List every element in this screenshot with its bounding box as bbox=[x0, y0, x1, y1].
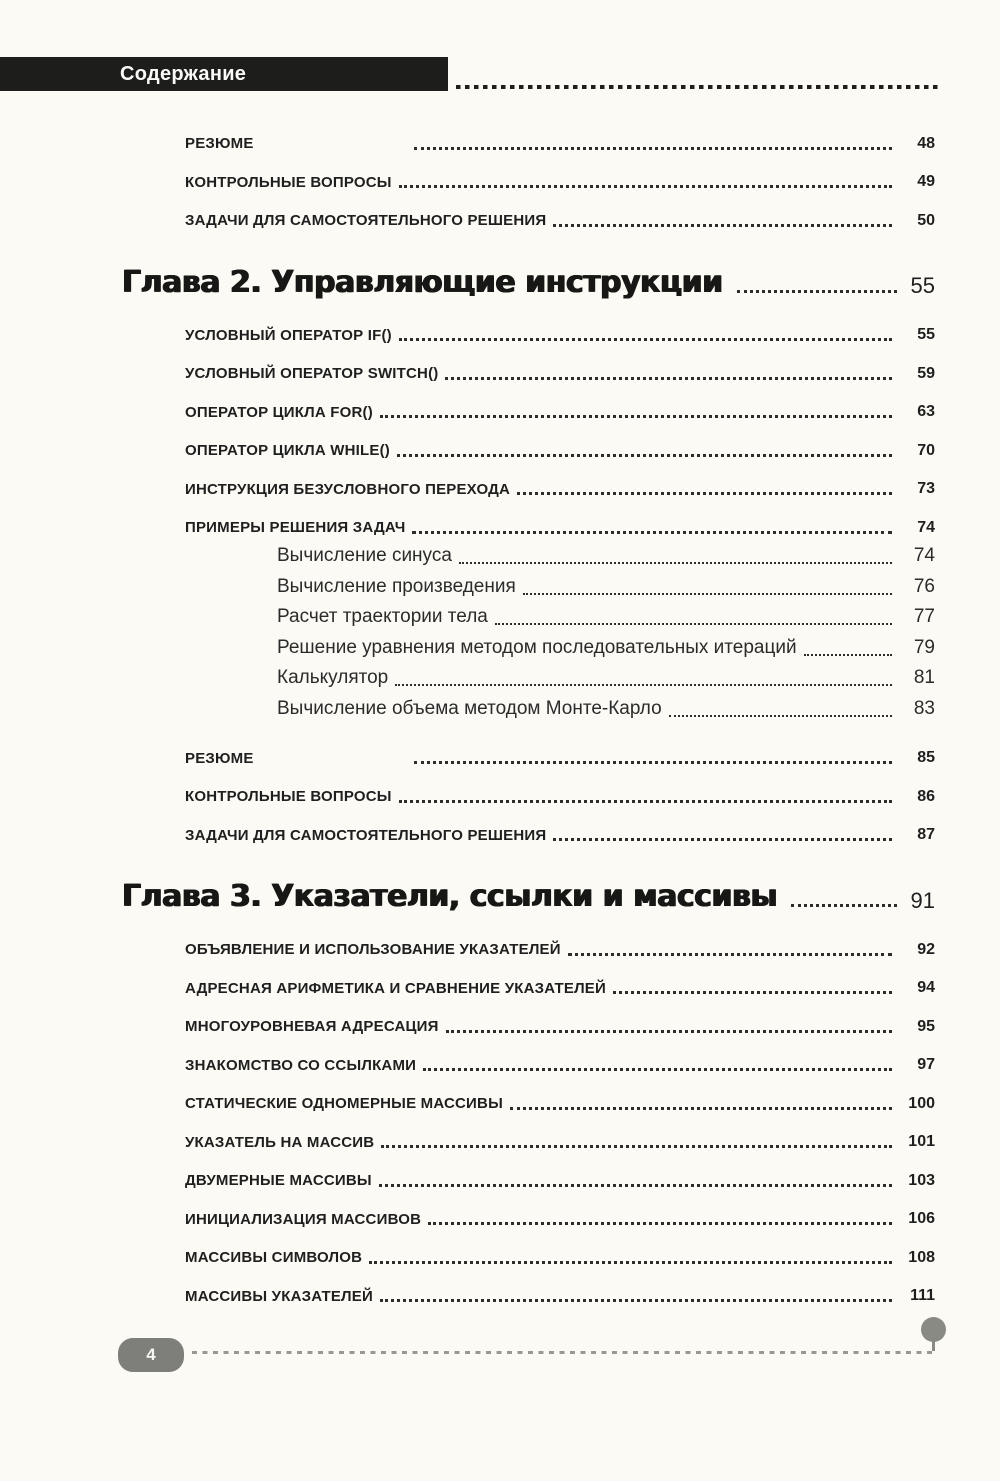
dotted-leader bbox=[446, 1030, 892, 1033]
dotted-leader bbox=[459, 562, 892, 564]
dotted-leader bbox=[791, 904, 897, 907]
toc-entry bbox=[185, 191, 935, 230]
page-header-bar bbox=[0, 57, 448, 91]
toc-entry bbox=[277, 628, 935, 659]
toc-entry-page-number: 103 bbox=[908, 1171, 935, 1189]
toc-entry-page-number: 106 bbox=[908, 1210, 935, 1228]
toc-entry-page-number: 77 bbox=[913, 606, 935, 628]
toc-entry bbox=[185, 1228, 935, 1267]
toc-chapter-title: Глава 3. Указатели, ссылки и массивы bbox=[122, 879, 778, 914]
dotted-leader bbox=[445, 377, 892, 380]
toc-entry-label: РЕЗЮМЕ bbox=[185, 135, 254, 152]
toc-entry bbox=[185, 997, 935, 1036]
toc-entry-label: ОПЕРАТОР ЦИКЛА FOR() bbox=[185, 403, 373, 421]
toc-entry-page-number: 83 bbox=[913, 697, 935, 719]
toc-entry bbox=[185, 421, 935, 460]
toc-entry-page-number: 85 bbox=[917, 749, 935, 767]
toc-entry bbox=[185, 1190, 935, 1229]
dotted-leader bbox=[553, 224, 892, 227]
dotted-leader bbox=[423, 1068, 892, 1071]
dotted-leader bbox=[397, 454, 892, 457]
dotted-leader bbox=[804, 654, 892, 656]
toc-chapter-page-number: 55 bbox=[910, 273, 935, 299]
toc-entry-page-number: 81 bbox=[913, 667, 935, 689]
toc-entry-page-number: 50 bbox=[917, 211, 935, 229]
toc-entry bbox=[185, 498, 935, 537]
dotted-leader bbox=[737, 290, 897, 293]
toc-list bbox=[0, 100, 1000, 1305]
toc-entry-page-number: 108 bbox=[908, 1248, 935, 1266]
toc-entry-label: ИНСТРУКЦИЯ БЕЗУСЛОВНОГО ПЕРЕХОДА bbox=[185, 480, 511, 498]
toc-entry bbox=[277, 537, 935, 568]
toc-entry bbox=[185, 344, 935, 383]
toc-entry-label: ЗАДАЧИ ДЛЯ САМОСТОЯТЕЛЬНОГО РЕШЕНИЯ bbox=[185, 212, 547, 229]
page-number-badge bbox=[118, 1338, 184, 1372]
toc-entry-label: Решение уравнения методом последовательных итераций bbox=[277, 636, 797, 658]
toc-entry-label: РЕЗЮМЕ bbox=[185, 749, 254, 767]
toc-entry-page-number: 59 bbox=[917, 364, 935, 382]
toc-entry-label: Калькулятор bbox=[277, 667, 389, 689]
toc-entry-label: Расчет траектории тела bbox=[277, 606, 488, 628]
toc-entry-page-number: 87 bbox=[917, 826, 935, 844]
header-dotted-rule bbox=[456, 85, 938, 89]
toc-entry-label: Вычисление объема методом Монте-Карло bbox=[277, 697, 662, 719]
toc-entry-label: МНОГОУРОВНЕВАЯ АДРЕСАЦИЯ bbox=[185, 1018, 439, 1035]
dotted-leader bbox=[523, 593, 892, 595]
toc-entry-label: ОПЕРАТОР ЦИКЛА WHILE() bbox=[185, 442, 390, 459]
toc-entry-label: АДРЕСНАЯ АРИФМЕТИКА И СРАВНЕНИЕ УКАЗАТЕЛЕЙ bbox=[185, 979, 606, 997]
dotted-leader bbox=[510, 1107, 892, 1110]
toc-entry-label: КОНТРОЛЬНЫЕ ВОПРОСЫ bbox=[185, 788, 392, 805]
toc-entry-label: УКАЗАТЕЛЬ НА МАССИВ bbox=[185, 1133, 375, 1151]
dotted-leader bbox=[395, 684, 892, 686]
dotted-leader bbox=[414, 761, 892, 764]
toc-entry-page-number: 100 bbox=[908, 1094, 935, 1112]
toc-entry-label: ПРИМЕРЫ РЕШЕНИЯ ЗАДАЧ bbox=[185, 519, 406, 536]
dotted-leader bbox=[412, 531, 892, 534]
dotted-leader bbox=[669, 715, 892, 717]
toc-entry-page-number: 48 bbox=[917, 134, 935, 152]
dotted-leader bbox=[414, 147, 892, 150]
toc-entry bbox=[185, 153, 935, 192]
toc-entry-label: УСЛОВНЫЙ ОПЕРАТОР IF() bbox=[185, 326, 392, 344]
toc-entry-page-number: 94 bbox=[917, 979, 935, 997]
toc-entry bbox=[277, 567, 935, 598]
toc-entry-page-number: 76 bbox=[913, 575, 935, 597]
dotted-leader bbox=[380, 415, 892, 418]
dotted-leader bbox=[399, 185, 892, 188]
toc-entry bbox=[185, 959, 935, 998]
toc-entry-page-number: 111 bbox=[910, 1287, 935, 1305]
toc-entry bbox=[185, 1267, 935, 1306]
toc-entry bbox=[185, 806, 935, 845]
footer-pin-dot bbox=[921, 1317, 946, 1342]
dotted-leader bbox=[495, 623, 892, 625]
toc-entry bbox=[185, 383, 935, 422]
page-footer bbox=[0, 1330, 1000, 1390]
toc-entry bbox=[185, 1151, 935, 1190]
dotted-leader bbox=[517, 492, 892, 495]
toc-entry-label: ЗАДАЧИ ДЛЯ САМОСТОЯТЕЛЬНОГО РЕШЕНИЯ bbox=[185, 826, 547, 844]
toc-chapter-heading bbox=[122, 863, 935, 913]
toc-entry-label: СТАТИЧЕСКИЕ ОДНОМЕРНЫЕ МАССИВЫ bbox=[185, 1095, 503, 1112]
toc-entry bbox=[277, 598, 935, 629]
page-header-title: Содержание bbox=[120, 62, 247, 85]
dotted-leader bbox=[553, 838, 892, 841]
toc-entry-label: ИНИЦИАЛИЗАЦИЯ МАССИВОВ bbox=[185, 1210, 422, 1228]
toc-entry-page-number: 101 bbox=[908, 1133, 935, 1151]
toc-entry-label: МАССИВЫ СИМВОЛОВ bbox=[185, 1249, 363, 1266]
toc-entry bbox=[185, 306, 935, 345]
toc-entry bbox=[277, 689, 935, 720]
toc-entry-page-number: 73 bbox=[917, 480, 935, 498]
toc-entry bbox=[185, 767, 935, 806]
toc-entry-page-number: 95 bbox=[917, 1017, 935, 1035]
toc-entry-label: ЗНАКОМСТВО СО ССЫЛКАМИ bbox=[185, 1056, 417, 1074]
toc-entry-page-number: 86 bbox=[917, 787, 935, 805]
toc-entry bbox=[185, 920, 935, 959]
toc-entry-page-number: 70 bbox=[917, 441, 935, 459]
toc-entry bbox=[185, 1113, 935, 1152]
dotted-leader bbox=[379, 1184, 892, 1187]
toc-entry-page-number: 63 bbox=[917, 403, 935, 421]
toc-entry-label: Вычисление произведения bbox=[277, 575, 516, 597]
toc-entry-label: УСЛОВНЫЙ ОПЕРАТОР SWITCH() bbox=[185, 365, 439, 382]
dotted-leader bbox=[369, 1261, 892, 1264]
dotted-leader bbox=[568, 953, 892, 956]
toc-chapter-page-number: 91 bbox=[910, 887, 935, 913]
toc-entry-page-number: 92 bbox=[917, 940, 935, 958]
dotted-leader bbox=[428, 1222, 892, 1225]
toc-entry bbox=[185, 460, 935, 499]
dotted-leader bbox=[399, 338, 892, 341]
toc-entry-label: Вычисление синуса bbox=[277, 545, 452, 567]
toc-entry-label: ДВУМЕРНЫЕ МАССИВЫ bbox=[185, 1172, 372, 1189]
toc-entry-label: ОБЪЯВЛЕНИЕ И ИСПОЛЬЗОВАНИЕ УКАЗАТЕЛЕЙ bbox=[185, 941, 561, 958]
toc-entry-page-number: 97 bbox=[917, 1056, 935, 1074]
toc-entry bbox=[185, 729, 935, 768]
dotted-leader bbox=[381, 1145, 892, 1148]
toc-chapter-heading bbox=[122, 249, 935, 299]
toc-entry-label: КОНТРОЛЬНЫЕ ВОПРОСЫ bbox=[185, 173, 392, 191]
toc-entry-page-number: 79 bbox=[913, 636, 935, 658]
footer-dashed-rule bbox=[192, 1351, 932, 1354]
toc-entry-page-number: 74 bbox=[917, 518, 935, 536]
toc-entry bbox=[185, 1074, 935, 1113]
toc-entry bbox=[277, 659, 935, 690]
toc-chapter-title: Глава 2. Управляющие инструкции bbox=[122, 264, 723, 300]
toc-entry bbox=[185, 1036, 935, 1075]
toc-entry-page-number: 74 bbox=[913, 545, 935, 567]
dotted-leader bbox=[399, 800, 892, 803]
toc-entry-page-number: 49 bbox=[917, 173, 935, 191]
dotted-leader bbox=[380, 1299, 892, 1302]
toc-entry-page-number: 55 bbox=[917, 326, 935, 344]
page-number: 4 bbox=[146, 1345, 156, 1364]
toc-entry-label: МАССИВЫ УКАЗАТЕЛЕЙ bbox=[185, 1287, 373, 1305]
dotted-leader bbox=[613, 991, 892, 994]
toc-entry bbox=[185, 114, 935, 153]
